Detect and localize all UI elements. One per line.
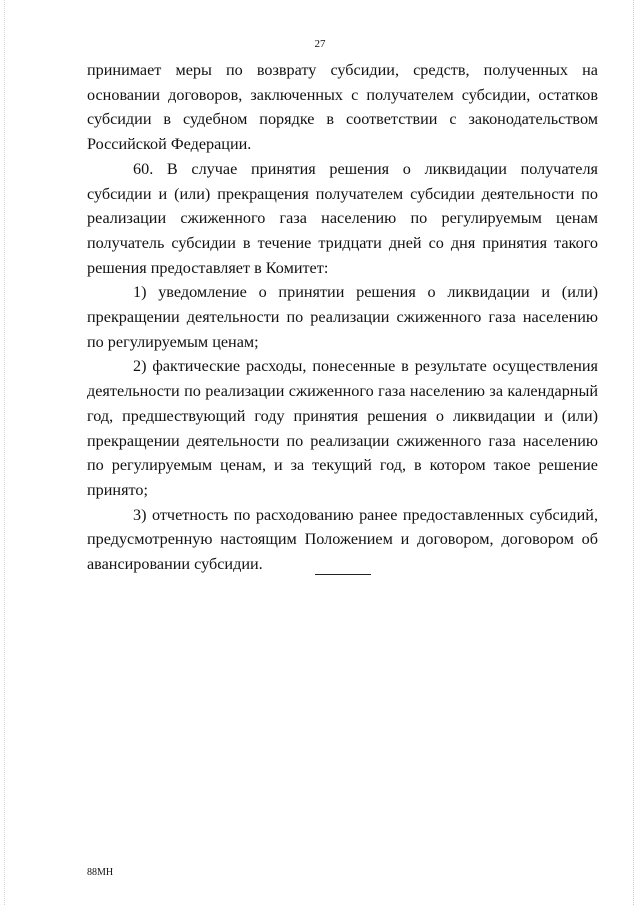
paragraph-continuation: принимает меры по возврату субсидии, средств, полученных на основании договоров, заключенных с получателем субсидии, остатков субсидии в судебном порядке в соответствии с законодательством Российской Федерации. <box>87 61 598 154</box>
list-item-1: 1) уведомление о принятии решения о ликвидации и (или) прекращении деятельности по реализации сжиженного газа населению по регулируемым ценам; <box>87 283 598 351</box>
paragraph-clause-60: 60. В случае принятия решения о ликвидации получателя субсидии и (или) прекращения получателем субсидии деятельности по реализации сжиженного газа населению по регулируемым ценам получатель субсидии в течение тридцати дней со дня принятия такого решения предоставляет в Комитет: <box>87 159 598 277</box>
footer-code: 88МН <box>87 867 114 878</box>
list-item-2: 2) фактические расходы, понесенные в результате осуществления деятельности по реализации сжиженного газа населению за календарный год, предшествующий году принятия решения о ликвидации и (или) прекращении деятельности по реализации сжиженного газа населению по регулируемым ценам, и за текущий год, в котором такое решение принято; <box>87 357 598 499</box>
end-separator-line <box>315 574 371 575</box>
scan-edge-right <box>633 0 634 905</box>
page-number: 27 <box>314 38 326 50</box>
scan-edge-left <box>4 0 5 905</box>
list-item-3: 3) отчетность по расходованию ранее предоставленных субсидий, предусмотренную настоящим Положением и договором, договором об авансировании субсидии. <box>87 505 598 574</box>
document-body <box>87 58 598 577</box>
